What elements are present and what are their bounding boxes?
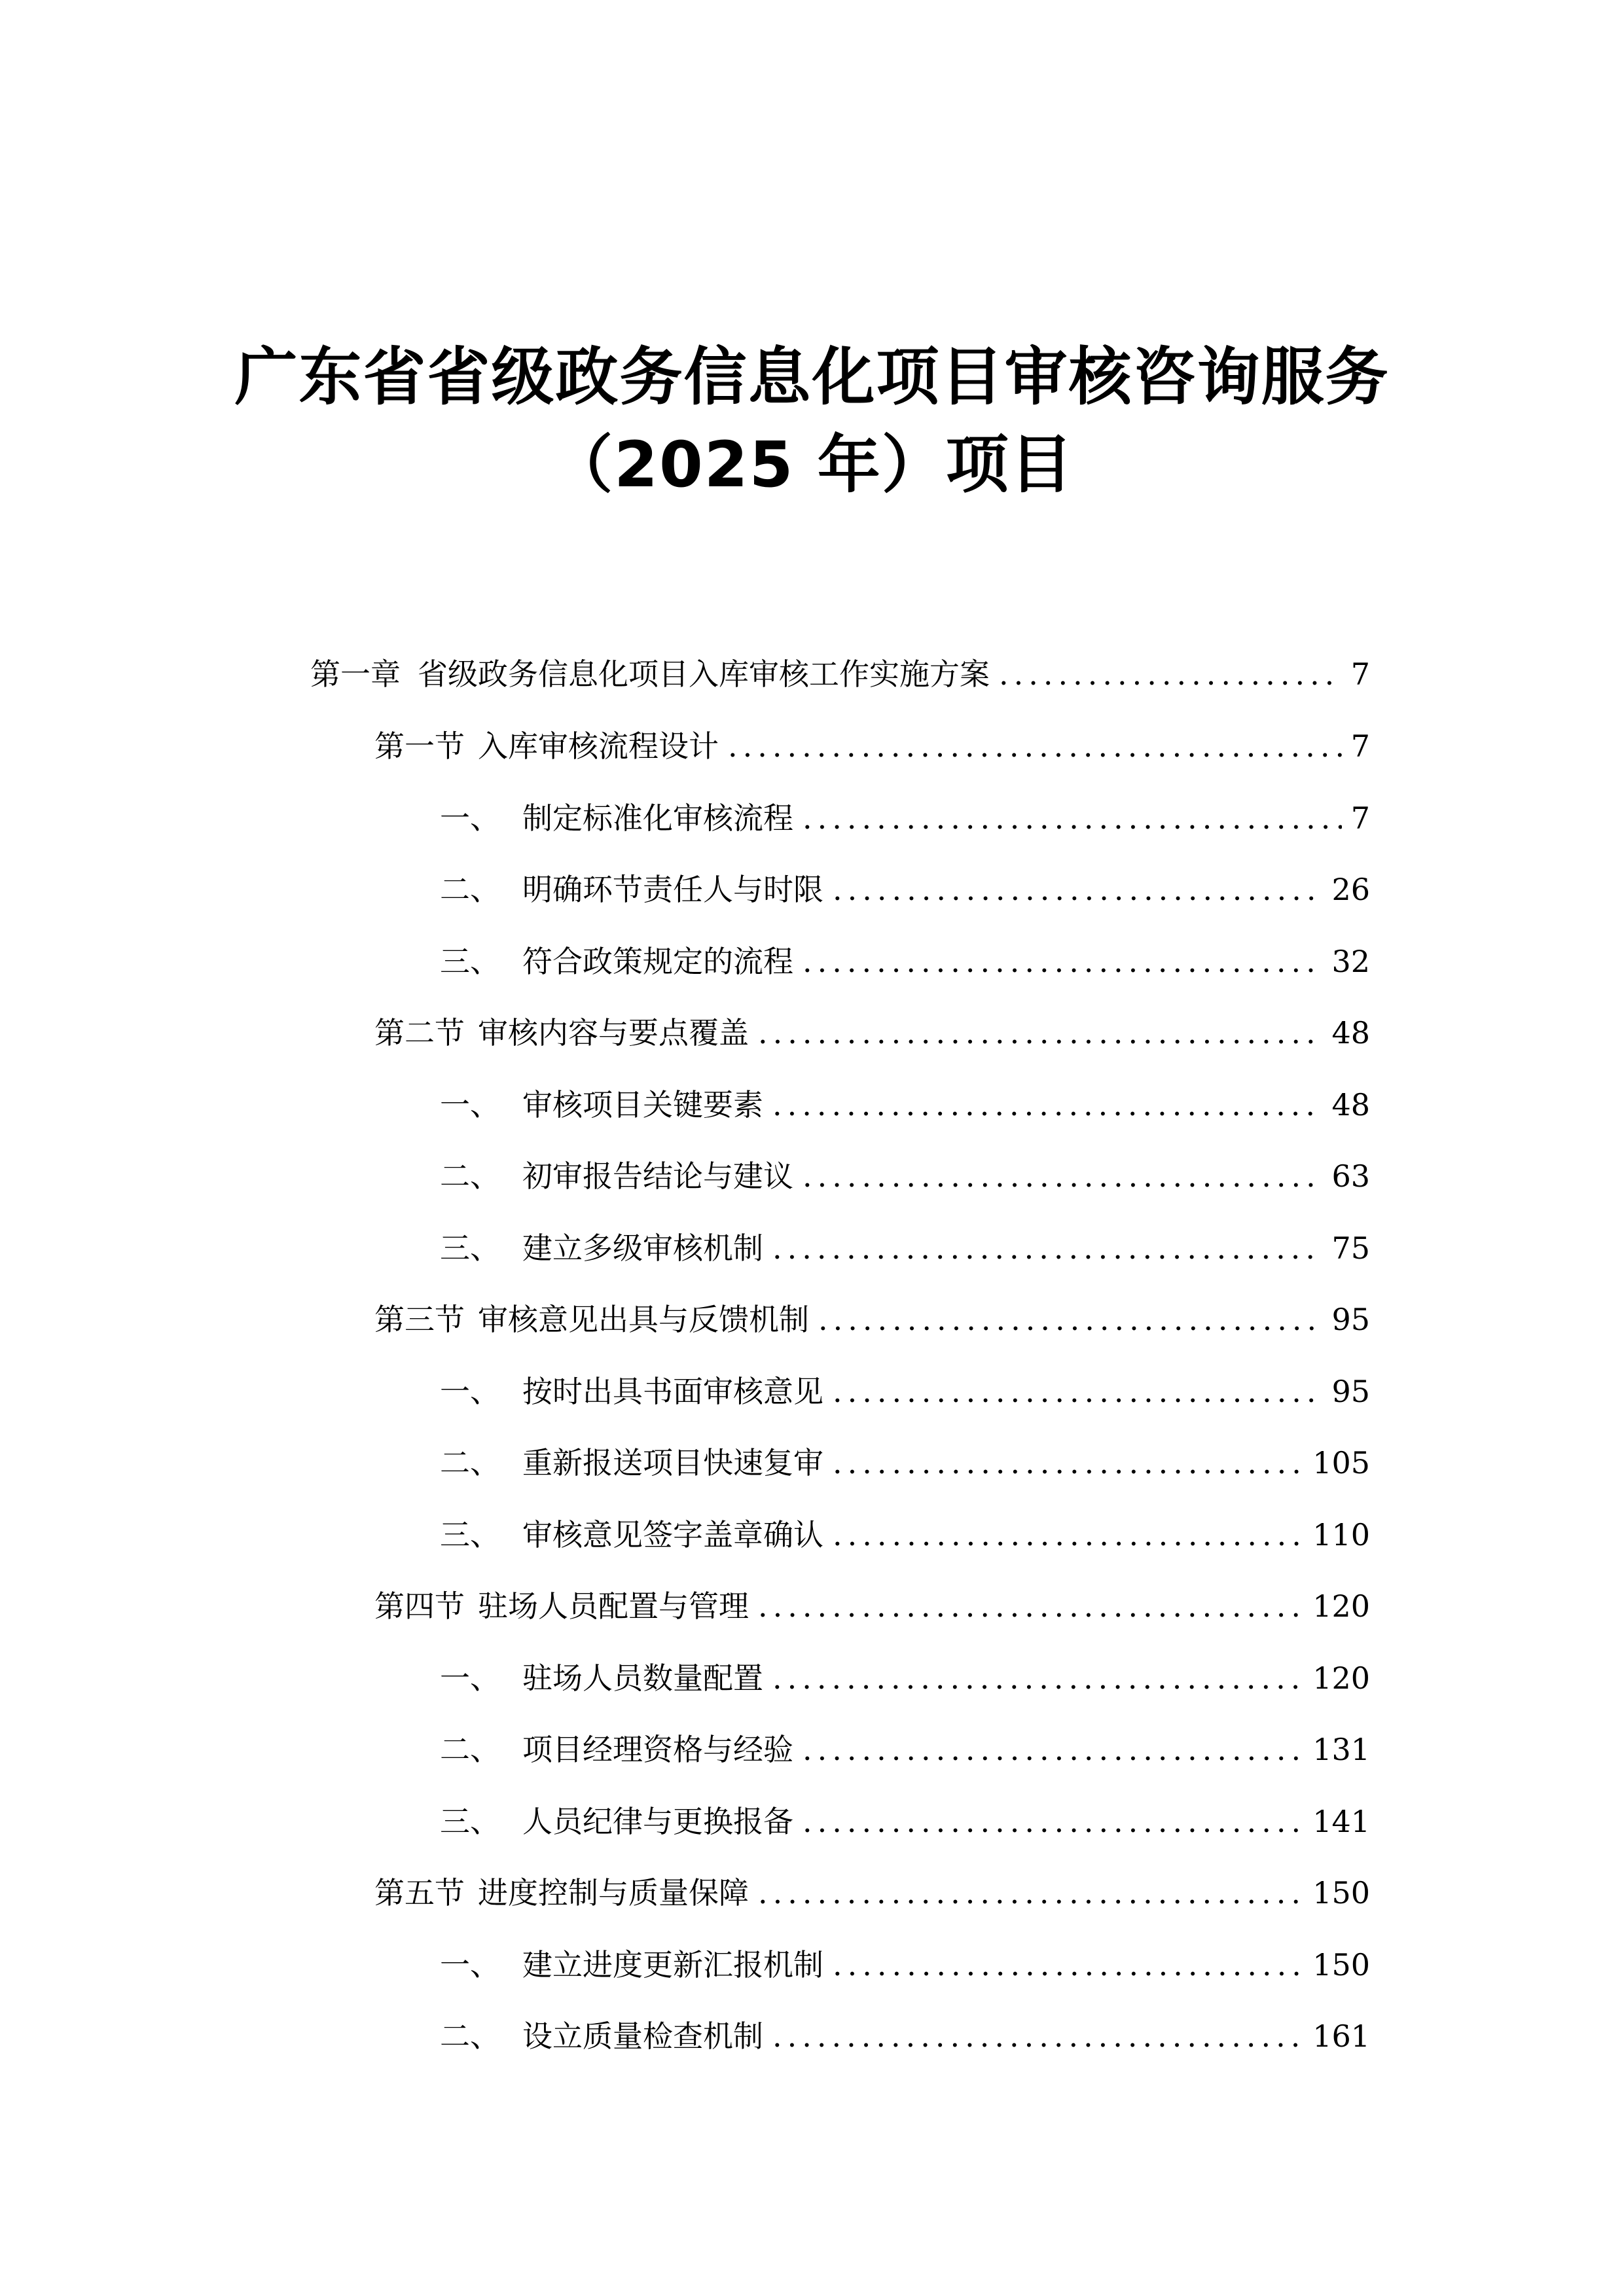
toc-entry-item[interactable] bbox=[440, 2015, 1370, 2057]
toc-entry-section-4[interactable] bbox=[374, 1585, 1370, 1627]
toc-entry-prefix: 三、 bbox=[440, 944, 500, 979]
toc-entry-prefix: 第一节 bbox=[374, 728, 465, 764]
toc-entry-text: 建立多级审核机制 bbox=[522, 1230, 763, 1266]
toc-entry-prefix: 第五节 bbox=[374, 1875, 465, 1910]
toc-dot-leader bbox=[818, 1299, 1322, 1340]
toc-entry-text: 审核意见签字盖章确认 bbox=[522, 1517, 823, 1552]
toc-entry-prefix: 一、 bbox=[440, 1374, 500, 1409]
toc-dot-leader bbox=[999, 653, 1342, 695]
toc-entry-text: 符合政策规定的流程 bbox=[522, 944, 793, 979]
toc-entry-section-5[interactable] bbox=[374, 1872, 1370, 1914]
toc-entry-prefix: 二、 bbox=[440, 1158, 500, 1194]
toc-entry-text: 初审报告结论与建议 bbox=[522, 1158, 793, 1194]
toc-page-number: 141 bbox=[1312, 1804, 1370, 1839]
toc-entry-text: 重新报送项目快速复审 bbox=[522, 1445, 823, 1480]
toc-dot-leader bbox=[833, 1944, 1303, 1986]
toc-dot-leader bbox=[758, 1872, 1303, 1914]
toc-page-number: 7 bbox=[1350, 656, 1370, 692]
toc-dot-leader bbox=[758, 1585, 1303, 1627]
toc-dot-leader bbox=[758, 1012, 1322, 1054]
toc-entry-item[interactable] bbox=[440, 1657, 1370, 1699]
toc-entry-text: 人员纪律与更换报备 bbox=[522, 1804, 793, 1839]
toc-entry-prefix: 二、 bbox=[440, 2018, 500, 2054]
toc-entry-prefix: 三、 bbox=[440, 1230, 500, 1266]
toc-dot-leader bbox=[772, 1657, 1303, 1699]
toc-page-number: 26 bbox=[1331, 872, 1370, 907]
toc-dot-leader bbox=[803, 1155, 1322, 1197]
toc-entry-prefix: 二、 bbox=[440, 1445, 500, 1480]
toc-dot-leader bbox=[803, 1729, 1303, 1770]
document-title-line-1: 广东省省级政务信息化项目审核咨询服务 bbox=[234, 340, 1390, 414]
toc-entry-prefix: 第三节 bbox=[374, 1302, 465, 1337]
toc-page-number: 131 bbox=[1312, 1732, 1370, 1767]
toc-page-number: 150 bbox=[1312, 1875, 1370, 1910]
toc-entry-item[interactable] bbox=[440, 941, 1370, 982]
toc-dot-leader bbox=[772, 2015, 1303, 2057]
toc-page-number: 150 bbox=[1312, 1947, 1370, 1982]
toc-dot-leader bbox=[803, 941, 1322, 982]
toc-entry-item[interactable] bbox=[440, 1084, 1370, 1126]
toc-entry-prefix: 第四节 bbox=[374, 1588, 465, 1624]
toc-entry-prefix: 三、 bbox=[440, 1804, 500, 1839]
toc-entry-prefix: 三、 bbox=[440, 1517, 500, 1552]
toc-entry-item[interactable] bbox=[440, 1155, 1370, 1197]
toc-entry-item[interactable] bbox=[440, 1801, 1370, 1842]
toc-entry-text: 省级政务信息化项目入库审核工作实施方案 bbox=[418, 656, 990, 692]
toc-entry-prefix: 第二节 bbox=[374, 1015, 465, 1050]
toc-page-number: 32 bbox=[1331, 944, 1370, 979]
toc-entry-text: 制定标准化审核流程 bbox=[522, 800, 793, 836]
toc-page-number: 105 bbox=[1312, 1445, 1370, 1480]
toc-page-number: 7 bbox=[1350, 800, 1370, 836]
toc-dot-leader bbox=[772, 1227, 1322, 1269]
toc-entry-item[interactable] bbox=[440, 1514, 1370, 1556]
toc-entry-prefix: 一、 bbox=[440, 1947, 500, 1982]
document-title-line-2: （2025 年）项目 bbox=[550, 428, 1074, 501]
toc-entry-prefix: 一、 bbox=[440, 1660, 500, 1696]
toc-entry-text: 审核项目关键要素 bbox=[522, 1087, 763, 1122]
toc-dot-leader bbox=[728, 725, 1342, 767]
toc-entry-text: 项目经理资格与经验 bbox=[522, 1732, 793, 1767]
toc-entry-section-3[interactable] bbox=[374, 1299, 1370, 1340]
toc-page-number: 120 bbox=[1312, 1660, 1370, 1696]
toc-entry-item[interactable] bbox=[440, 1442, 1370, 1484]
toc-page-number: 120 bbox=[1312, 1588, 1370, 1624]
toc-entry-text: 驻场人员配置与管理 bbox=[478, 1588, 749, 1624]
toc-entry-text: 明确环节责任人与时限 bbox=[522, 872, 823, 907]
toc-entry-prefix: 一、 bbox=[440, 800, 500, 836]
toc-entry-prefix: 第一章 bbox=[310, 656, 401, 692]
toc-entry-item[interactable] bbox=[440, 1944, 1370, 1986]
toc-page-number: 161 bbox=[1312, 2018, 1370, 2054]
toc-dot-leader bbox=[833, 1442, 1303, 1484]
toc-page-number: 110 bbox=[1312, 1517, 1370, 1552]
toc-page-number: 48 bbox=[1331, 1087, 1370, 1122]
toc-page-number: 63 bbox=[1331, 1158, 1370, 1194]
toc-page-number: 75 bbox=[1331, 1230, 1370, 1266]
toc-entry-chapter-1[interactable] bbox=[310, 653, 1370, 695]
toc-entry-section-2[interactable] bbox=[374, 1012, 1370, 1054]
toc-entry-section-1[interactable] bbox=[374, 725, 1370, 767]
toc-entry-item[interactable] bbox=[440, 1729, 1370, 1770]
toc-entry-prefix: 二、 bbox=[440, 872, 500, 907]
toc-dot-leader bbox=[833, 869, 1322, 910]
toc-entry-text: 建立进度更新汇报机制 bbox=[522, 1947, 823, 1982]
toc-entry-item[interactable] bbox=[440, 797, 1370, 839]
toc-page-number: 7 bbox=[1350, 728, 1370, 764]
toc-dot-leader bbox=[772, 1084, 1322, 1126]
toc-dot-leader bbox=[803, 1801, 1303, 1842]
toc-entry-text: 设立质量检查机制 bbox=[522, 2018, 763, 2054]
toc-entry-item[interactable] bbox=[440, 1371, 1370, 1412]
toc-entry-text: 审核意见出具与反馈机制 bbox=[478, 1302, 809, 1337]
toc-entry-item[interactable] bbox=[440, 869, 1370, 910]
toc-page-number: 95 bbox=[1331, 1374, 1370, 1409]
toc-entry-prefix: 二、 bbox=[440, 1732, 500, 1767]
toc-page-number: 48 bbox=[1331, 1015, 1370, 1050]
toc-dot-leader bbox=[833, 1371, 1322, 1412]
toc-entry-text: 入库审核流程设计 bbox=[478, 728, 719, 764]
toc-dot-leader bbox=[833, 1514, 1303, 1556]
toc-dot-leader bbox=[803, 797, 1342, 839]
toc-entry-text: 审核内容与要点覆盖 bbox=[478, 1015, 749, 1050]
toc-entry-text: 驻场人员数量配置 bbox=[522, 1660, 763, 1696]
toc-entry-prefix: 一、 bbox=[440, 1087, 500, 1122]
toc-page-number: 95 bbox=[1331, 1302, 1370, 1337]
toc-entry-text: 进度控制与质量保障 bbox=[478, 1875, 749, 1910]
toc-entry-text: 按时出具书面审核意见 bbox=[522, 1374, 823, 1409]
toc-entry-item[interactable] bbox=[440, 1227, 1370, 1269]
